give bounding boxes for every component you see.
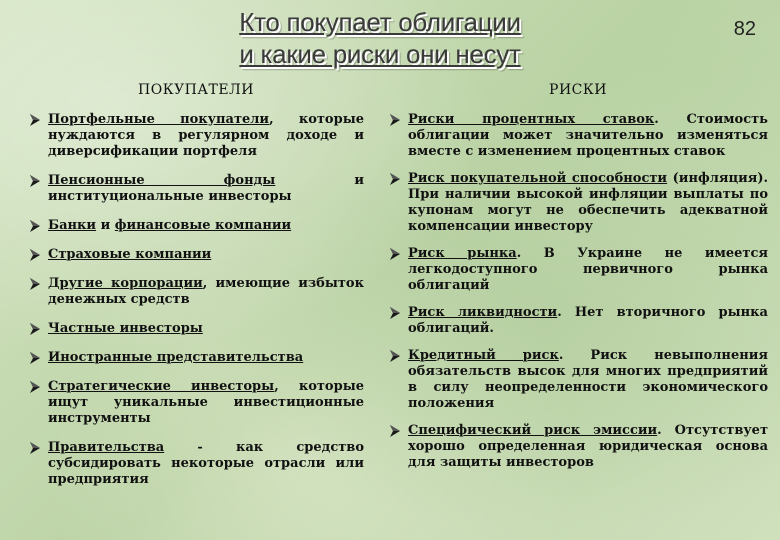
item-text: . В Украине не имеется легкодоступного первичного рынка облигаций [408,246,768,293]
list-item [28,112,364,160]
list-item [28,350,364,366]
arrow-bullet-icon [28,277,42,291]
page-number: 82 [733,18,756,40]
item-term: Стратегические инвесторы [48,379,275,394]
item-term: Страховые компании [48,247,212,262]
arrow-bullet-icon [28,248,42,262]
item-term: Пенсионные фонды [48,173,276,188]
item-term: Иностранные представительства [48,350,304,365]
list-item [28,173,364,205]
item-text: , которые нуждаются в регулярном доходе и диверсификации портфеля [48,112,364,159]
arrow-bullet-icon [388,113,402,127]
list-item [28,247,364,263]
item-term: Риск покупательной способности [408,171,668,186]
buyers-list [28,112,364,488]
arrow-bullet-icon [28,113,42,127]
item-term: Правительства [48,440,165,455]
item-text: (инфляция). При наличии высокой инфляции выплаты по купонам могут не обеспечить адекватной компенсации инвестору [408,171,768,234]
list-item [28,321,364,337]
item-term: Кредитный риск [408,348,559,363]
item-term: Риск рынка [408,246,517,261]
item-term: Банки [48,218,97,233]
list-item [388,305,768,337]
item-text: . Стоимость облигации может значительно изменяться вместе с изменением процентных ставок [408,112,769,159]
item-text: . Риск невыполнения обязательств высок для многих предприятий в силу неопределенности экономического положения [408,348,768,411]
list-item [388,423,768,471]
list-item [28,218,364,234]
arrow-bullet-icon [28,380,42,394]
item-term: Риск ликвидности [408,305,558,320]
list-item [28,440,364,488]
item-text: , которые ищут уникальные инвестиционные инструменты [48,379,364,426]
arrow-bullet-icon [28,219,42,233]
arrow-bullet-icon [388,247,402,261]
list-item [28,276,364,308]
list-item [388,171,768,235]
item-text: - как средство субсидировать некоторые отрасли или предприятия [48,440,364,487]
arrow-bullet-icon [28,441,42,455]
item-term: Другие корпорации [48,276,203,291]
slide-title-line-2: и какие риски они несут [239,39,521,69]
risks-header: РИСКИ [549,82,607,98]
item-term: Частные инвесторы [48,321,203,336]
item-text: , имеющие избыток денежных средств [48,276,364,307]
list-item [388,246,768,294]
item-term: Портфельные покупатели [48,112,270,127]
list-item [388,112,768,160]
arrow-bullet-icon [388,424,402,438]
arrow-bullet-icon [28,351,42,365]
risks-column [388,82,768,482]
arrow-bullet-icon [388,306,402,320]
arrow-bullet-icon [388,172,402,186]
item-term: Риски процентных ставок [408,112,655,127]
item-term: Специфический риск эмиссии [408,423,658,438]
item-term-2: финансовые компании [114,218,292,233]
list-item [388,348,768,412]
arrow-bullet-icon [28,322,42,336]
arrow-bullet-icon [28,174,42,188]
arrow-bullet-icon [388,349,402,363]
list-item [28,379,364,427]
buyers-header: ПОКУПАТЕЛИ [138,82,254,98]
risks-list [388,112,768,471]
slide-title-line-1: Кто покупает облигации [239,7,521,37]
item-text: и институциональные инвесторы [48,173,364,204]
slide-title [0,6,760,70]
buyers-column [28,82,364,501]
item-text: и [96,218,115,233]
item-text: . Отсутствует хорошо определенная юридическая основа для защиты инвесторов [408,423,768,470]
item-text: . Нет вторичного рынка облигаций. [408,305,768,336]
